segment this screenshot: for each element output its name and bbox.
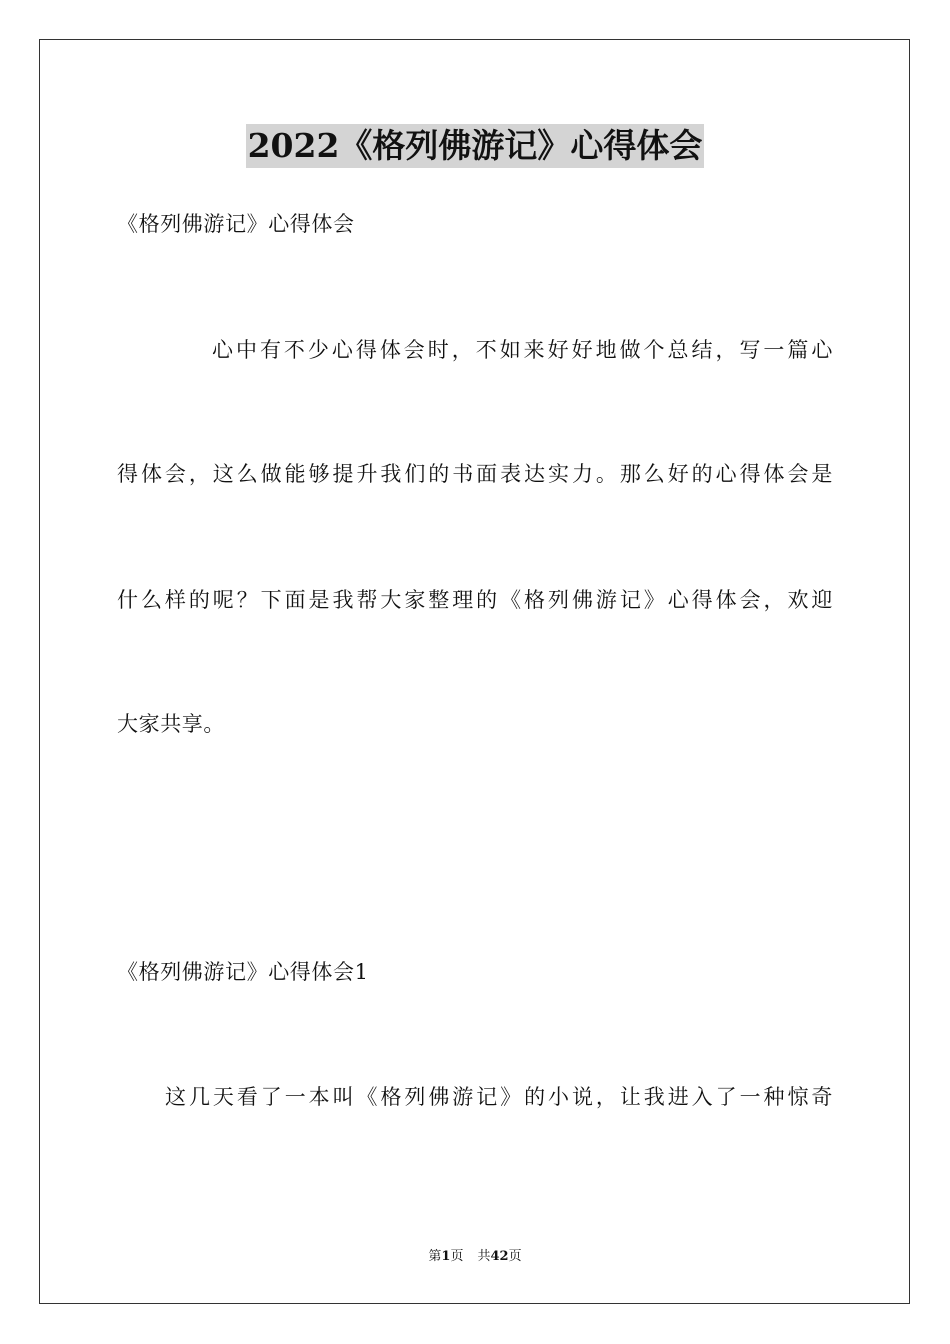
page-prefix: 第 bbox=[428, 1249, 442, 1264]
page-footer bbox=[0, 1248, 950, 1266]
document-subtitle: 《格列佛游记》心得体会 bbox=[117, 212, 355, 236]
intro-line: 心中有不少心得体会时，不如来好好地做个总结，写一篇心 bbox=[212, 338, 833, 362]
total-suffix: 页 bbox=[508, 1249, 522, 1264]
intro-line: 大家共享。 bbox=[117, 712, 225, 736]
page-suffix: 页 bbox=[450, 1249, 464, 1264]
section-paragraph-line: 这几天看了一本叫《格列佛游记》的小说，让我进入了一种惊奇 bbox=[165, 1085, 833, 1109]
total-prefix: 共 bbox=[477, 1249, 491, 1264]
title-block bbox=[0, 124, 950, 168]
total-pages: 42 bbox=[490, 1249, 509, 1264]
page-number: 1 bbox=[441, 1249, 451, 1264]
intro-line: 得体会，这么做能够提升我们的书面表达实力。那么好的心得体会是 bbox=[117, 462, 833, 486]
document-title: 2022《格列佛游记》心得体会 bbox=[246, 124, 705, 168]
section-heading: 《格列佛游记》心得体会1 bbox=[117, 960, 369, 984]
intro-line: 什么样的呢？下面是我帮大家整理的《格列佛游记》心得体会，欢迎 bbox=[117, 588, 833, 612]
